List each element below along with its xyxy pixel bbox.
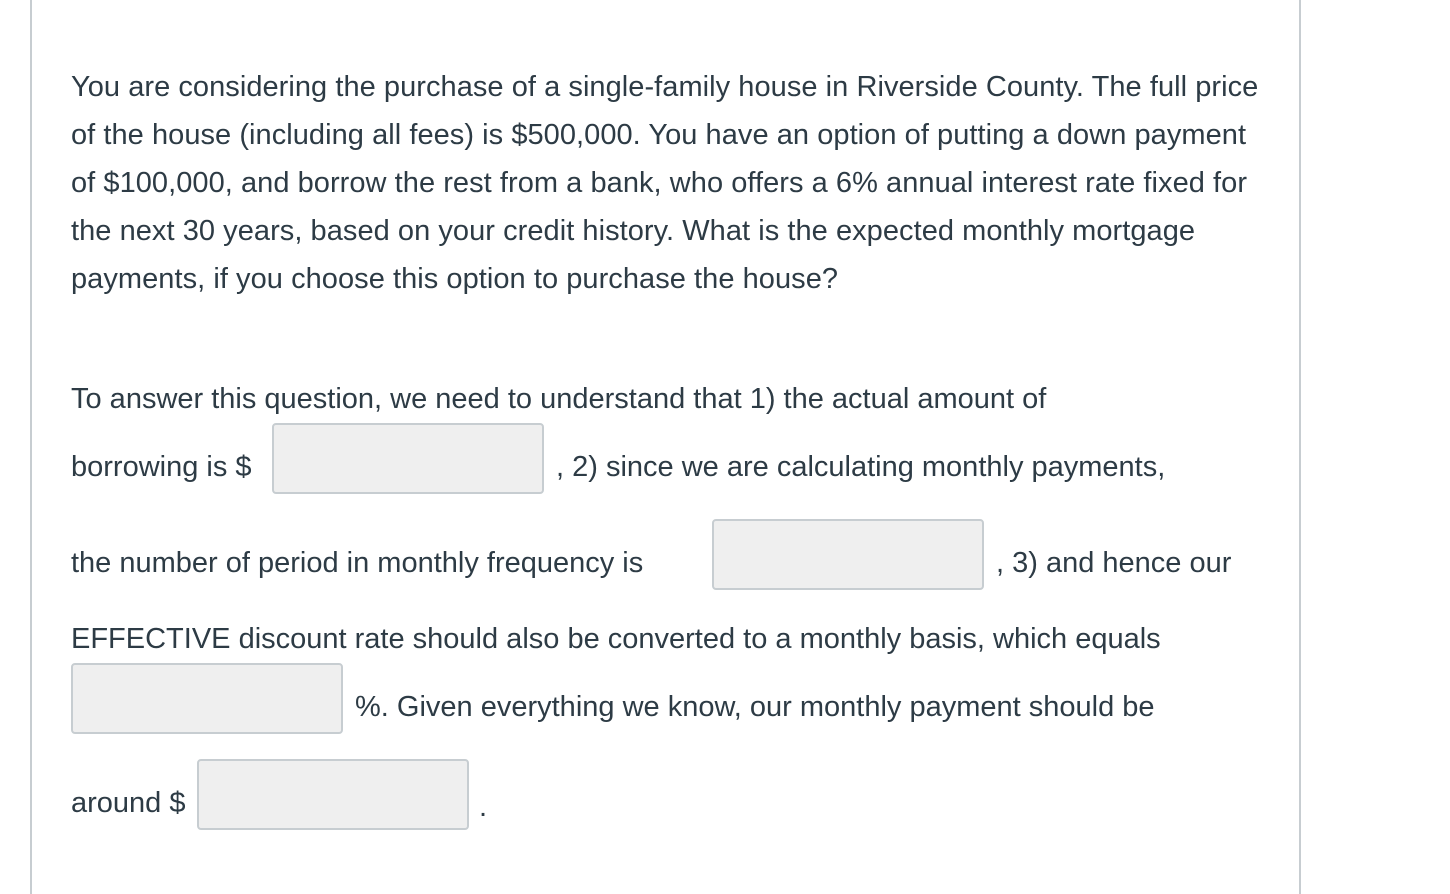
around-label: around $ xyxy=(71,787,186,819)
monthly-rate-input[interactable] xyxy=(71,663,343,734)
monthly-payment-input[interactable] xyxy=(197,759,469,830)
question-text: You are considering the purchase of a single-family house in Riverside County. The full price of the house (including all fees) is $500,000. You have an option of putting a down payment of $100,000, and borrow the rest from a bank, who offers a 6% annual interest rate fixed for the next 30 years, based on your credit history. What is the expected monthly mortgage payments, if you choose this option to purchase the house? xyxy=(71,71,1259,295)
periods-label: the number of period in monthly frequency is xyxy=(71,547,644,579)
borrowing-amount-input[interactable] xyxy=(272,423,544,494)
number-of-periods-input[interactable] xyxy=(712,519,984,590)
final-period: . xyxy=(479,791,488,823)
effective-rate-text: EFFECTIVE discount rate should also be converted to a monthly basis, which equals xyxy=(71,623,1161,655)
answer-line-1: To answer this question, we need to understand that 1) the actual amount of xyxy=(71,383,1047,415)
monthly-payments-text: , 2) since we are calculating monthly payments, xyxy=(556,451,1166,483)
borrowing-label: borrowing is $ xyxy=(71,451,252,483)
hence-text: , 3) and hence our xyxy=(996,547,1232,579)
monthly-payment-sentence: %. Given everything we know, our monthly payment should be xyxy=(355,691,1155,723)
